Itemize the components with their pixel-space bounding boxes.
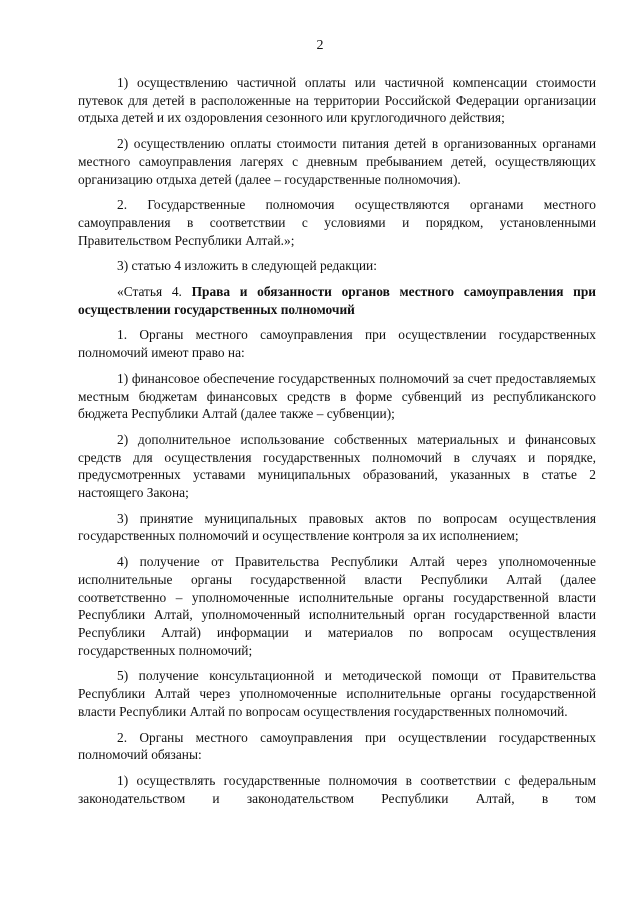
paragraph-right-2: 2) дополнительное использование собственных материальных и финансовых средств для осуществления государственных полномочий в случаях и порядке, предусмотренных уставами муниципальных образований, указанных в статье 2 настоящего Закона;	[78, 431, 596, 501]
paragraph-duties-intro: 2. Органы местного самоуправления при осуществлении государственных полномочий обязаны:	[78, 729, 596, 763]
paragraph-rights-intro: 1. Органы местного самоуправления при осуществлении государственных полномочий имеют право на:	[78, 327, 596, 361]
document-body	[78, 74, 596, 807]
paragraph-right-5: 5) получение консультационной и методической помощи от Правительства Республики Алтай через уполномоченные исполнительные органы государственной власти Республики Алтай по вопросам осуществления государственных полномочий.	[78, 668, 596, 719]
page-number: 2	[316, 38, 324, 53]
paragraph-duty-1: 1) осуществлять государственные полномочия в соответствии с федеральным законодательством и законодательством Республики Алтай, в том	[78, 772, 596, 806]
paragraph-item-2: 2) осуществлению оплаты стоимости питания детей в организованных органами местного самоуправления лагерях с дневным пребыванием детей, осуществляющих организацию отдыха детей (далее – государственные полномочия).	[78, 136, 596, 187]
paragraph-item-3: 3) статью 4 изложить в следующей редакции:	[117, 258, 377, 274]
paragraph-item-1: 1) осуществлению частичной оплаты или частичной компенсации стоимости путевок для детей в расположенные на территории Российской Федерации организации отдыха детей и их оздоровления сезонного или круглогодичного действия;	[78, 75, 596, 126]
article-title: Права и обязанности органов местного самоуправления при осуществлении государственных полномочий	[78, 284, 597, 317]
paragraph-point-2: 2. Государственные полномочия осуществляются органами местного самоуправления в соответствии с условиями и порядком, установленными Правительством Республики Алтай.»;	[78, 197, 596, 248]
article-prefix: «Статья 4.	[117, 284, 192, 300]
article-heading	[78, 283, 596, 318]
paragraph-right-4: 4) получение от Правительства Республики Алтай через уполномоченные исполнительные органы государственной власти Республики Алтай (далее соответственно – уполномоченные исполнительные органы государственной власти Республики Алтай, уполномоченный исполнительный орган государственной власти Республики Алтай) информации и материалов по вопросам осуществления государственных полномочий;	[78, 554, 596, 658]
paragraph-right-3: 3) принятие муниципальных правовых актов по вопросам осуществления государственных полномочий и осуществление контроля за их исполнением;	[78, 510, 596, 544]
paragraph-right-1: 1) финансовое обеспечение государственных полномочий за счет предоставляемых местным бюджетам финансовых средств в форме субвенций из республиканского бюджета Республики Алтай (далее также – субвенции);	[78, 370, 596, 422]
